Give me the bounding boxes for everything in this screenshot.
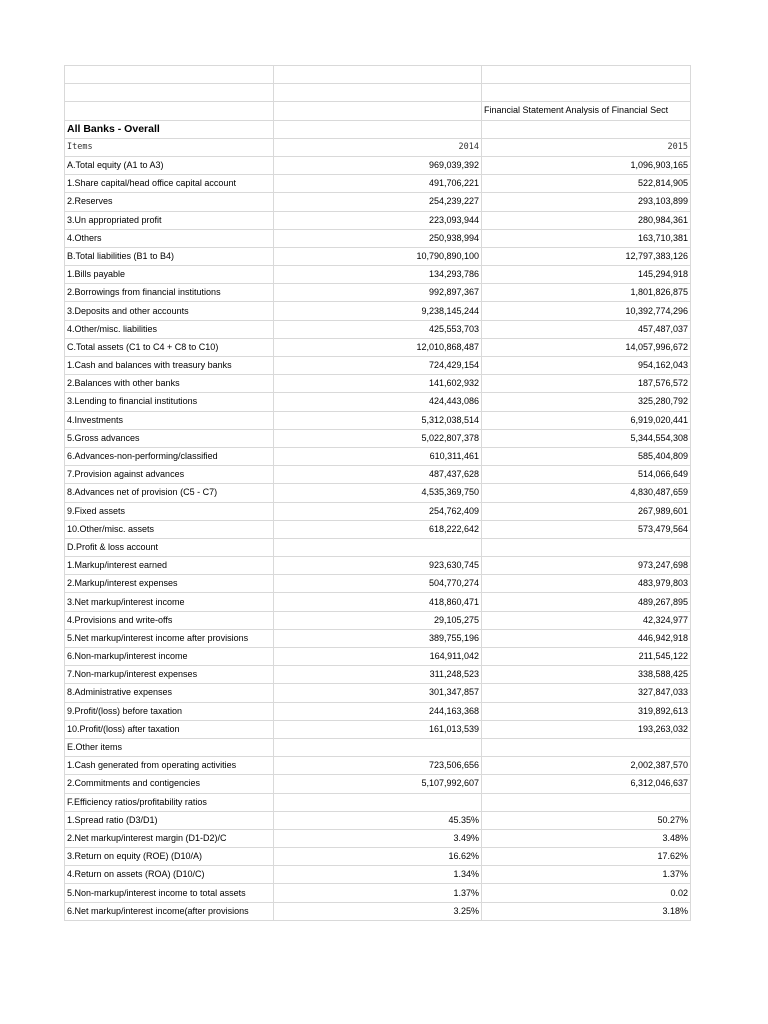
table-row (65, 793, 691, 811)
value-2015[interactable]: 3.48% (482, 829, 691, 847)
value-2015[interactable]: 3.18% (482, 902, 691, 920)
table-row (65, 775, 691, 793)
row-label[interactable]: F.Efficiency ratios/profitability ratios (65, 793, 274, 811)
table-row (65, 557, 691, 575)
row-label[interactable]: 5.Non-markup/interest income to total assets (65, 884, 274, 902)
table-row (65, 593, 691, 611)
value-2015[interactable]: 514,066,649 (482, 466, 691, 484)
row-label[interactable]: 4.Investments (65, 411, 274, 429)
value-2015[interactable]: 280,984,361 (482, 211, 691, 229)
value-2014[interactable]: 992,897,367 (274, 284, 482, 302)
value-2015[interactable]: 163,710,381 (482, 229, 691, 247)
value-2014[interactable]: 244,163,368 (274, 702, 482, 720)
value-2015[interactable]: 42,324,977 (482, 611, 691, 629)
empty-row (65, 66, 691, 84)
row-label[interactable]: 9.Fixed assets (65, 502, 274, 520)
row-label[interactable]: 6.Non-markup/interest income (65, 648, 274, 666)
table-row (65, 629, 691, 647)
value-2014[interactable]: 5,022,807,378 (274, 429, 482, 447)
value-2015[interactable]: 193,263,032 (482, 720, 691, 738)
row-label[interactable]: 10.Other/misc. assets (65, 520, 274, 538)
value-2015[interactable]: 1.37% (482, 866, 691, 884)
table-row (65, 229, 691, 247)
cell[interactable] (274, 102, 482, 120)
row-label[interactable]: 2.Markup/interest expenses (65, 575, 274, 593)
table-row (65, 338, 691, 356)
row-label[interactable]: 2.Reserves (65, 193, 274, 211)
value-2015[interactable] (482, 738, 691, 756)
value-2015[interactable]: 293,103,899 (482, 193, 691, 211)
table-row (65, 429, 691, 447)
value-2014[interactable]: 254,239,227 (274, 193, 482, 211)
value-2014[interactable]: 254,762,409 (274, 502, 482, 520)
value-2015[interactable]: 17.62% (482, 848, 691, 866)
row-label[interactable]: 2.Borrowings from financial institutions (65, 284, 274, 302)
table-row (65, 156, 691, 174)
row-label[interactable]: 3.Net markup/interest income (65, 593, 274, 611)
header-year-2015[interactable]: 2015 (482, 138, 691, 156)
table-row (65, 502, 691, 520)
value-2014[interactable]: 425,553,703 (274, 320, 482, 338)
value-2014[interactable]: 424,443,086 (274, 393, 482, 411)
row-label[interactable]: A.Total equity (A1 to A3) (65, 156, 274, 174)
value-2015[interactable]: 457,487,037 (482, 320, 691, 338)
value-2015[interactable]: 1,801,826,875 (482, 284, 691, 302)
table-row (65, 575, 691, 593)
value-2014[interactable]: 491,706,221 (274, 175, 482, 193)
value-2014[interactable]: 161,013,539 (274, 720, 482, 738)
banner-row (65, 102, 691, 120)
value-2015[interactable]: 5,344,554,308 (482, 429, 691, 447)
row-label[interactable]: D.Profit & loss account (65, 538, 274, 556)
value-2015[interactable]: 319,892,613 (482, 702, 691, 720)
table-row (65, 738, 691, 756)
row-label[interactable]: 1.Spread ratio (D3/D1) (65, 811, 274, 829)
value-2015[interactable]: 1,096,903,165 (482, 156, 691, 174)
row-label[interactable]: 1.Bills payable (65, 266, 274, 284)
value-2014[interactable]: 610,311,461 (274, 447, 482, 465)
row-label[interactable]: 6.Advances-non-performing/classified (65, 447, 274, 465)
value-2015[interactable]: 973,247,698 (482, 557, 691, 575)
table-row (65, 666, 691, 684)
value-2014[interactable]: 724,429,154 (274, 357, 482, 375)
value-2015[interactable]: 145,294,918 (482, 266, 691, 284)
value-2015[interactable]: 522,814,905 (482, 175, 691, 193)
value-2014[interactable]: 141,602,932 (274, 375, 482, 393)
row-label[interactable]: 4.Return on assets (ROA) (D10/C) (65, 866, 274, 884)
table-row (65, 538, 691, 556)
value-2015[interactable]: 211,545,122 (482, 648, 691, 666)
header-row (65, 138, 691, 156)
header-year-2014[interactable]: 2014 (274, 138, 482, 156)
cell[interactable] (274, 66, 482, 84)
row-label[interactable]: 7.Provision against advances (65, 466, 274, 484)
table-row (65, 302, 691, 320)
value-2015[interactable]: 446,942,918 (482, 629, 691, 647)
value-2014[interactable]: 3.25% (274, 902, 482, 920)
value-2014[interactable]: 223,093,944 (274, 211, 482, 229)
row-label[interactable]: 4.Other/misc. liabilities (65, 320, 274, 338)
row-label[interactable]: 6.Net markup/interest income(after provisions (65, 902, 274, 920)
value-2015[interactable]: 12,797,383,126 (482, 247, 691, 265)
table-row (65, 447, 691, 465)
value-2014[interactable]: 301,347,857 (274, 684, 482, 702)
table-row (65, 284, 691, 302)
value-2014[interactable]: 1.34% (274, 866, 482, 884)
value-2014[interactable]: 618,222,642 (274, 520, 482, 538)
row-label[interactable]: 10.Profit/(loss) after taxation (65, 720, 274, 738)
value-2014[interactable]: 923,630,745 (274, 557, 482, 575)
row-label[interactable]: E.Other items (65, 738, 274, 756)
table-row (65, 829, 691, 847)
value-2015[interactable]: 489,267,895 (482, 593, 691, 611)
value-2014[interactable]: 9,238,145,244 (274, 302, 482, 320)
value-2015[interactable]: 187,576,572 (482, 375, 691, 393)
cell[interactable] (482, 120, 691, 138)
row-label[interactable]: 2.Balances with other banks (65, 375, 274, 393)
value-2014[interactable]: 3.49% (274, 829, 482, 847)
table-row (65, 266, 691, 284)
value-2014[interactable]: 134,293,786 (274, 266, 482, 284)
row-label[interactable]: 5.Gross advances (65, 429, 274, 447)
row-label[interactable]: 2.Net markup/interest margin (D1-D2)/C (65, 829, 274, 847)
cell[interactable] (274, 84, 482, 102)
table-row (65, 211, 691, 229)
table-row (65, 375, 691, 393)
table-row (65, 193, 691, 211)
row-label[interactable]: 3.Return on equity (ROE) (D10/A) (65, 848, 274, 866)
value-2015[interactable]: 327,847,033 (482, 684, 691, 702)
value-2015[interactable] (482, 793, 691, 811)
section-title[interactable]: All Banks - Overall (65, 120, 274, 138)
value-2015[interactable]: 573,479,564 (482, 520, 691, 538)
value-2014[interactable] (274, 538, 482, 556)
value-2015[interactable]: 483,979,803 (482, 575, 691, 593)
row-label[interactable]: 3.Deposits and other accounts (65, 302, 274, 320)
table-row (65, 320, 691, 338)
value-2014[interactable]: 29,105,275 (274, 611, 482, 629)
table-row (65, 648, 691, 666)
empty-row (65, 84, 691, 102)
value-2014[interactable] (274, 738, 482, 756)
row-label[interactable]: 8.Administrative expenses (65, 684, 274, 702)
value-2015[interactable]: 325,280,792 (482, 393, 691, 411)
table-row (65, 411, 691, 429)
row-label[interactable]: 2.Commitments and contigencies (65, 775, 274, 793)
value-2014[interactable] (274, 793, 482, 811)
row-label[interactable]: 1.Cash generated from operating activities (65, 757, 274, 775)
value-2015[interactable]: 14,057,996,672 (482, 338, 691, 356)
value-2014[interactable]: 487,437,628 (274, 466, 482, 484)
table-row (65, 393, 691, 411)
header-items[interactable]: Items (65, 138, 274, 156)
row-label[interactable]: 8.Advances net of provision (C5 - C7) (65, 484, 274, 502)
table-row (65, 757, 691, 775)
cell[interactable] (482, 66, 691, 84)
value-2014[interactable]: 504,770,274 (274, 575, 482, 593)
value-2014[interactable]: 12,010,868,487 (274, 338, 482, 356)
table-row (65, 357, 691, 375)
value-2014[interactable]: 723,506,656 (274, 757, 482, 775)
value-2014[interactable]: 16.62% (274, 848, 482, 866)
row-label[interactable]: 5.Net markup/interest income after provisions (65, 629, 274, 647)
value-2014[interactable]: 4,535,369,750 (274, 484, 482, 502)
table-row (65, 848, 691, 866)
table-row (65, 702, 691, 720)
value-2014[interactable]: 418,860,471 (274, 593, 482, 611)
value-2014[interactable]: 250,938,994 (274, 229, 482, 247)
section-title-row (65, 120, 691, 138)
value-2014[interactable]: 5,312,038,514 (274, 411, 482, 429)
value-2014[interactable]: 969,039,392 (274, 156, 482, 174)
value-2015[interactable]: 585,404,809 (482, 447, 691, 465)
value-2015[interactable]: 2,002,387,570 (482, 757, 691, 775)
table-row (65, 720, 691, 738)
table-row (65, 684, 691, 702)
cell[interactable] (65, 102, 274, 120)
table-row (65, 175, 691, 193)
value-2014[interactable]: 10,790,890,100 (274, 247, 482, 265)
table-row (65, 247, 691, 265)
table-row (65, 884, 691, 902)
row-label[interactable]: 1.Share capital/head office capital account (65, 175, 274, 193)
row-label[interactable]: 3.Un appropriated profit (65, 211, 274, 229)
report-banner[interactable]: Financial Statement Analysis of Financial Sect (482, 102, 691, 120)
row-label[interactable]: 4.Others (65, 229, 274, 247)
table-row (65, 811, 691, 829)
cell[interactable] (482, 84, 691, 102)
financial-table (64, 65, 691, 921)
cell[interactable] (274, 120, 482, 138)
row-label[interactable]: 7.Non-markup/interest expenses (65, 666, 274, 684)
cell[interactable] (65, 66, 274, 84)
table-row (65, 484, 691, 502)
value-2014[interactable]: 164,911,042 (274, 648, 482, 666)
value-2015[interactable]: 338,588,425 (482, 666, 691, 684)
value-2015[interactable]: 6,919,020,441 (482, 411, 691, 429)
value-2015[interactable]: 0.02 (482, 884, 691, 902)
value-2014[interactable]: 389,755,196 (274, 629, 482, 647)
table-row (65, 902, 691, 920)
row-label[interactable]: 4.Provisions and write-offs (65, 611, 274, 629)
table-row (65, 466, 691, 484)
value-2014[interactable]: 45.35% (274, 811, 482, 829)
value-2014[interactable]: 311,248,523 (274, 666, 482, 684)
table-row (65, 866, 691, 884)
value-2015[interactable]: 267,989,601 (482, 502, 691, 520)
value-2014[interactable]: 5,107,992,607 (274, 775, 482, 793)
spreadsheet (64, 65, 690, 921)
cell[interactable] (65, 84, 274, 102)
row-label[interactable]: B.Total liabilities (B1 to B4) (65, 247, 274, 265)
table-row (65, 611, 691, 629)
value-2015[interactable]: 10,392,774,296 (482, 302, 691, 320)
row-label[interactable]: 1.Markup/interest earned (65, 557, 274, 575)
table-row (65, 520, 691, 538)
value-2015[interactable]: 4,830,487,659 (482, 484, 691, 502)
value-2014[interactable]: 1.37% (274, 884, 482, 902)
value-2015[interactable] (482, 538, 691, 556)
row-label[interactable]: 9.Profit/(loss) before taxation (65, 702, 274, 720)
row-label[interactable]: C.Total assets (C1 to C4 + C8 to C10) (65, 338, 274, 356)
value-2015[interactable]: 50.27% (482, 811, 691, 829)
value-2015[interactable]: 954,162,043 (482, 357, 691, 375)
row-label[interactable]: 3.Lending to financial institutions (65, 393, 274, 411)
row-label[interactable]: 1.Cash and balances with treasury banks (65, 357, 274, 375)
value-2015[interactable]: 6,312,046,637 (482, 775, 691, 793)
